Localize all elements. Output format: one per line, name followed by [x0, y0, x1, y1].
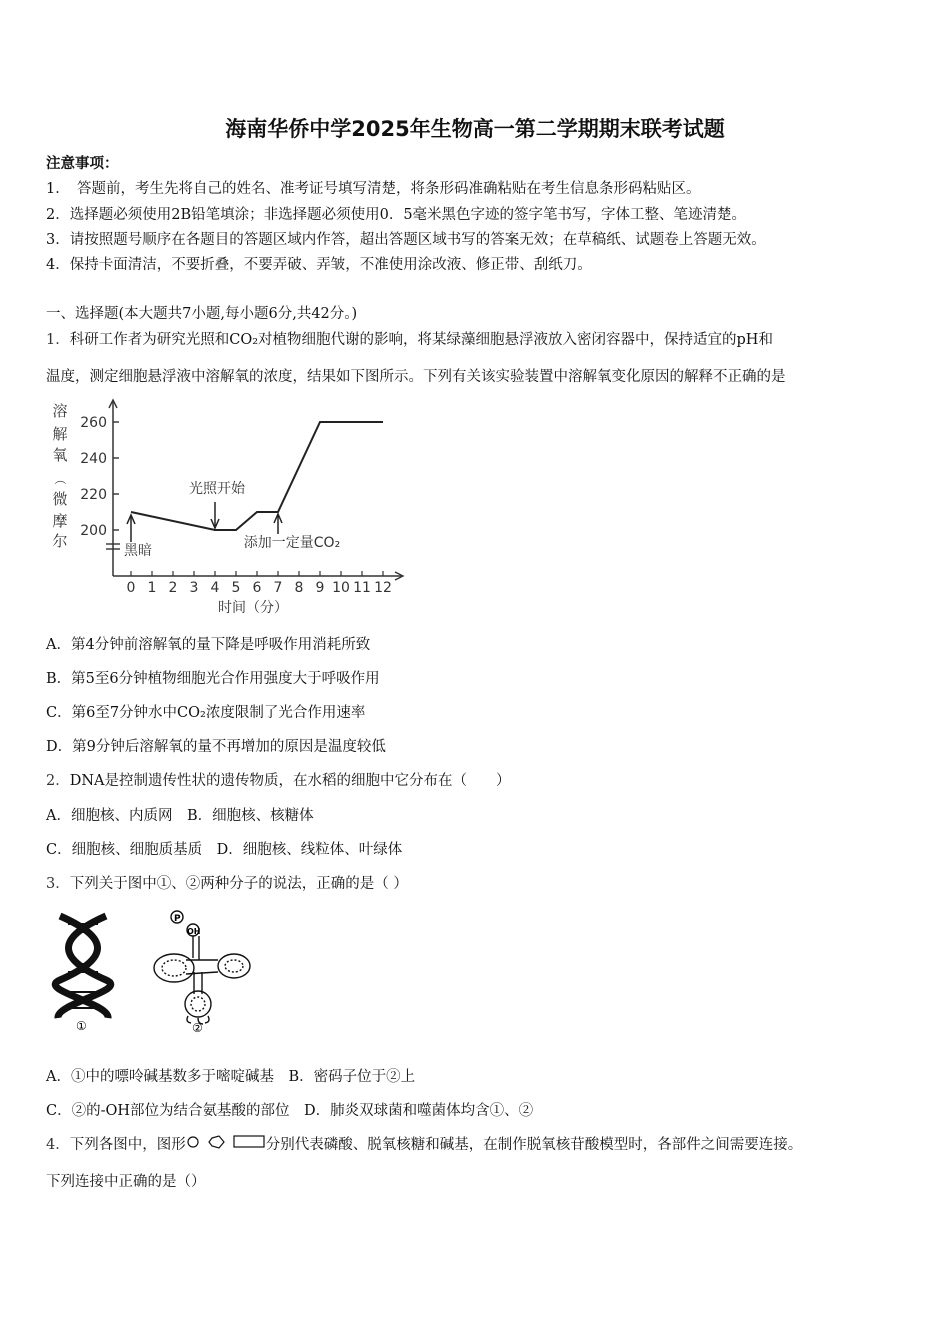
- section-heading: 一、选择题(本大题共7小题,每小题6分,共42分。): [46, 306, 358, 322]
- q1-option-d: D．第9分钟后溶解氧的量不再增加的原因是温度较低: [46, 739, 386, 755]
- annotation-add-co2: 添加一定量CO₂: [243, 535, 341, 551]
- question-text: DNA是控制遗传性状的遗传物质，在水稻的细胞中它分布在（ ）: [69, 773, 511, 789]
- base-rectangle-icon: [234, 1136, 264, 1147]
- notice-item: 1． 答题前，考生先将自己的姓名、准考证号填写清楚，将条形码准确粘贴在考生信息条形码粘贴区。: [46, 181, 701, 197]
- y-axis-label-char: 解: [52, 425, 68, 443]
- notice-heading: 注意事项：: [46, 155, 119, 172]
- notice-item: 3．请按照题号顺序在各题目的答题区域内作答，超出答题区域书写的答案无效；在草稿纸、试题卷上答题无效。: [46, 232, 766, 248]
- question-2: [46, 769, 511, 790]
- figure-label-1: ①: [76, 1019, 87, 1033]
- x-axis-label: 时间（分）: [218, 600, 288, 614]
- question-text: 下列关于图中①、②两种分子的说法，正确的是（ ）: [69, 876, 408, 892]
- y-tick-label: 260: [80, 415, 107, 431]
- question-text-continued: 温度，测定细胞悬浮液中溶解氧的浓度，结果如下图所示。下列有关该实验装置中溶解氧变化原因的解释不正确的是: [46, 369, 786, 385]
- page-title: 海南华侨中学2025年生物高一第二学期期末联考试题: [225, 117, 725, 141]
- y-tick-label: 200: [80, 523, 107, 539]
- x-tick-label: 8: [294, 580, 304, 596]
- question-number: 4．: [46, 1137, 70, 1153]
- question-number: 3．: [46, 876, 70, 892]
- component-shapes: [186, 1134, 266, 1152]
- x-tick-label: 5: [231, 580, 241, 596]
- question-number: 2．: [46, 773, 70, 789]
- question-text: 科研工作者为研究光照和CO₂对植物细胞代谢的影响，将某绿藻细胞悬浮液放入密闭容器中，保持适宜的pH和: [69, 332, 773, 348]
- y-tick-label: 240: [80, 451, 107, 467]
- y-axis-label-char: 尔: [52, 532, 68, 550]
- y-axis-label-char: （: [53, 472, 67, 486]
- oxygen-series-line: [131, 422, 383, 530]
- q3-option-cd: C．②的-OH部位为结合氨基酸的部位 D．肺炎双球菌和噬菌体均含①、②: [46, 1103, 534, 1119]
- phosphate-circle-icon: [188, 1137, 198, 1147]
- dna-double-helix: [55, 916, 111, 1018]
- notice-item: 4．保持卡面清洁，不要折叠，不要弄破、弄皱，不准使用涂改液、修正带、刮纸刀。: [46, 257, 592, 273]
- y-tick-label: 220: [80, 487, 107, 503]
- y-axis-label-char: 摩: [52, 512, 68, 530]
- dissolved-oxygen-chart: [46, 398, 426, 614]
- hydroxyl-mark: OH: [187, 927, 201, 936]
- annotation-dark: 黑暗: [124, 543, 152, 559]
- x-tick-label: 0: [126, 580, 136, 596]
- deoxyribose-pentagon-icon: [209, 1136, 224, 1148]
- trna-cloverleaf: [154, 911, 250, 1024]
- x-tick-label: 7: [273, 580, 283, 596]
- notice-item: 2．选择题必须使用2B铅笔填涂；非选择题必须使用0．5毫米黑色字迹的签字笔书写，字体工整、笔迹清楚。: [46, 207, 747, 223]
- molecule-figure: [46, 908, 266, 1034]
- question-1: [46, 328, 773, 349]
- question-text-continued: 下列连接中正确的是（）: [46, 1174, 206, 1190]
- phosphate-mark: P: [174, 914, 181, 924]
- y-axis-label-char: 溶: [52, 402, 68, 420]
- x-tick-label: 9: [315, 580, 325, 596]
- annotation-light-on: 光照开始: [189, 481, 245, 497]
- x-tick-label: 11: [353, 580, 371, 596]
- x-tick-label: 1: [147, 580, 157, 596]
- question-4: [46, 1133, 802, 1154]
- x-tick-label: 12: [374, 580, 392, 596]
- y-axis-label-char: 氧: [52, 446, 68, 464]
- q1-option-c: C．第6至7分钟水中CO₂浓度限制了光合作用速率: [46, 705, 366, 721]
- q2-option-ab: A．细胞核、内质网 B．细胞核、核糖体: [46, 808, 314, 824]
- x-tick-label: 4: [210, 580, 220, 596]
- y-axis-label-char: 微: [52, 490, 68, 508]
- x-tick-label: 10: [332, 580, 350, 596]
- x-tick-label: 3: [189, 580, 199, 596]
- figure-label-2: ②: [192, 1021, 203, 1034]
- x-tick-label: 6: [252, 580, 262, 596]
- q1-option-b: B．第5至6分钟植物细胞光合作用强度大于呼吸作用: [46, 671, 380, 687]
- question-text: 下列各图中，图形: [69, 1137, 186, 1153]
- question-number: 1．: [46, 332, 70, 348]
- q2-option-cd: C．细胞核、细胞质基质 D．细胞核、线粒体、叶绿体: [46, 842, 403, 858]
- q3-option-ab: A．①中的嘌呤碱基数多于嘧啶碱基 B．密码子位于②上: [46, 1069, 416, 1085]
- q1-option-a: A．第4分钟前溶解氧的量下降是呼吸作用消耗所致: [46, 637, 371, 653]
- x-tick-label: 2: [168, 580, 178, 596]
- question-3: [46, 872, 408, 893]
- question-text: 分别代表磷酸、脱氧核糖和碱基，在制作脱氧核苷酸模型时，各部件之间需要连接。: [265, 1137, 803, 1153]
